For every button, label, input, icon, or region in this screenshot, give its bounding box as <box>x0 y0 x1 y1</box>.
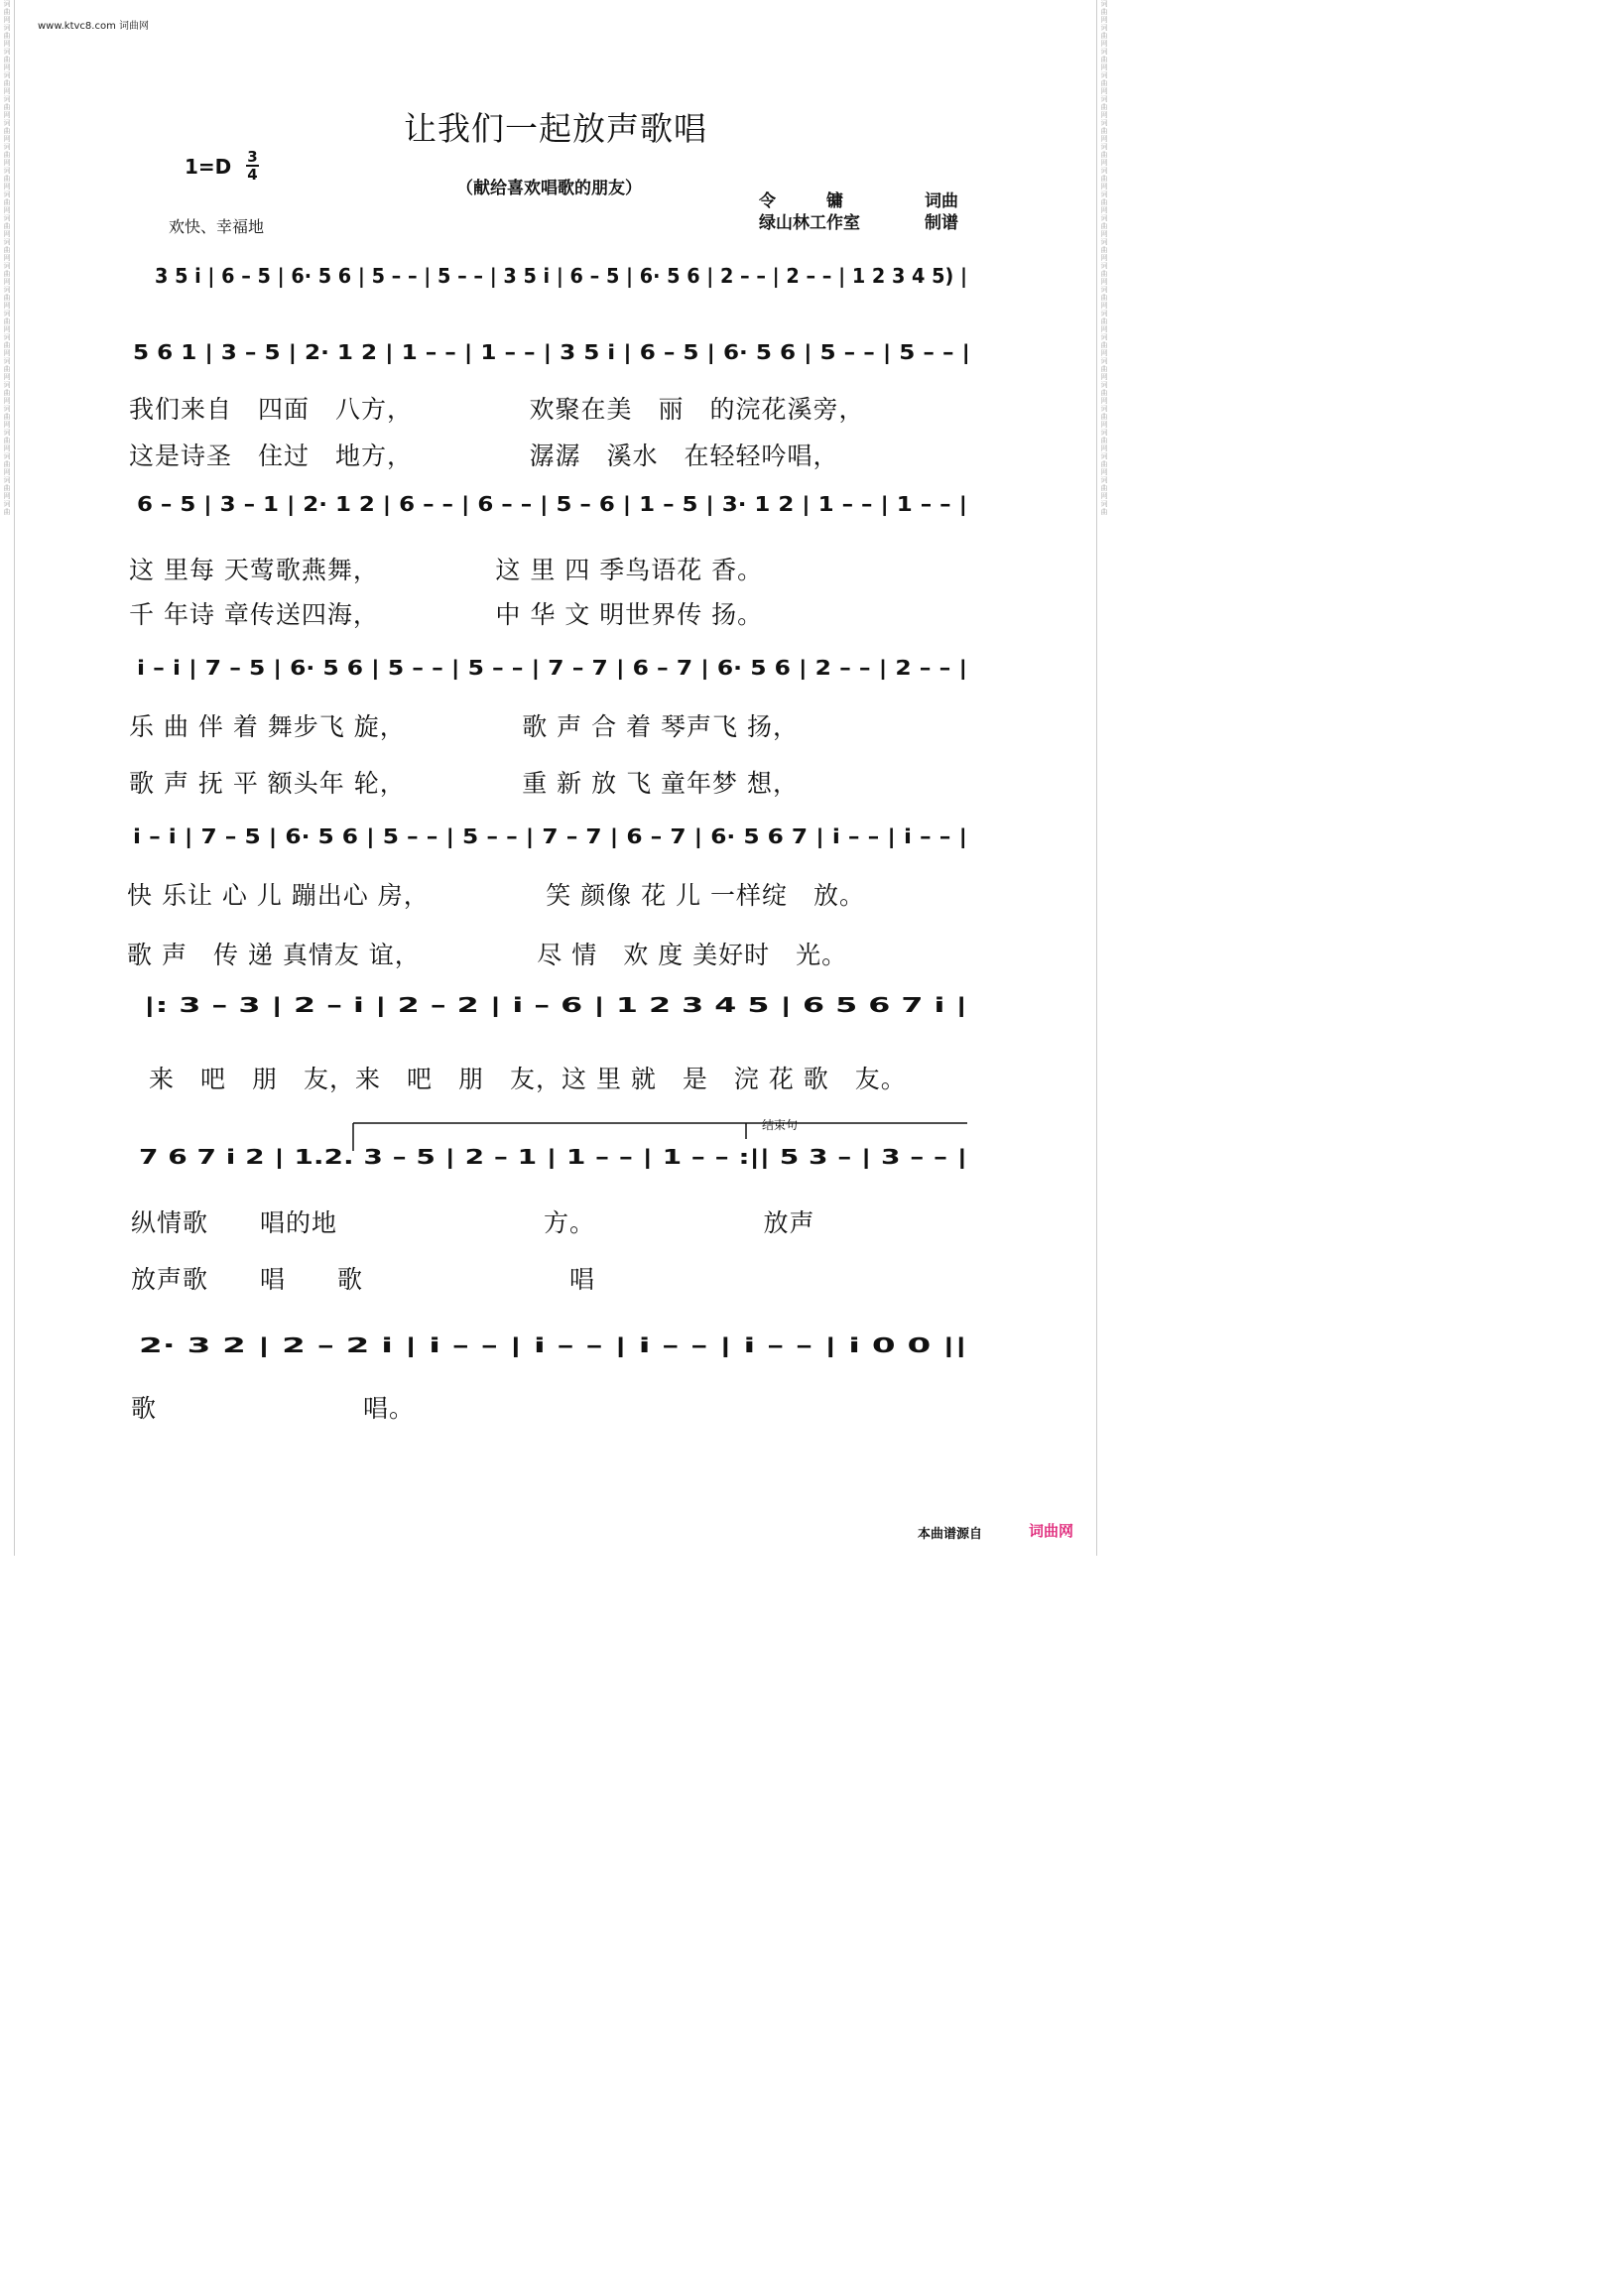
transcriber-name: 绿山林工作室 <box>759 213 860 233</box>
lyric-line-4b: 歌 声 传 递 真情友 谊， 尽 情 欢 度 美好时 光。 <box>127 941 848 969</box>
lyric-line-6a: 纵情歌 唱的地 方。 放声 <box>131 1208 815 1237</box>
footer-logo: 词曲网 <box>1028 1522 1073 1540</box>
song-subtitle: （献给喜欢唱歌的朋友） <box>456 179 642 198</box>
footer-source: 本曲谱源自 <box>917 1527 982 1542</box>
transcriber-role: 制谱 <box>925 213 958 233</box>
notation-line-1: 3 5 i | 6 – 5 | 6· 5 6 | 5 – – | 5 – – | 3 5 i | 6 – 5 | 6· 5 6 | 2 – – | 2 – – | 1 2 3 4 5) | <box>155 264 967 288</box>
notation-line-2: 5 6 1 | 3 – 5 | 2· 1 2 | 1 – – | 1 – – | 3 5 i | 6 – 5 | 6· 5 6 | 5 – – | 5 – – | <box>133 340 970 364</box>
lyric-line-1a: 我们来自 四面 八方， 欢聚在美 丽 的浣花溪旁， <box>129 395 865 424</box>
lyric-line-6b: 放声歌 唱 歌 唱 <box>131 1265 596 1294</box>
lyric-line-5a: 来 吧 朋 友，来 吧 朋 友，这 里 就 是 浣 花 歌 友。 <box>149 1065 907 1093</box>
notation-line-5: i – i | 7 – 5 | 6· 5 6 | 5 – – | 5 – – | 7 – 7 | 6 – 7 | 6· 5 6 7 | i – – | i – – | <box>133 824 968 848</box>
site-url: www.ktvc8.com 词曲网 <box>38 21 150 32</box>
lyric-line-1b: 这是诗圣 住过 地方， 潺潺 溪水 在轻轻吟唱， <box>129 442 839 470</box>
volta-label: 结束句 <box>762 1118 799 1132</box>
notation-line-7: 7 6 7 i 2 | 1.2. 3 – 5 | 2 – 1 | 1 – – | 1 – – :|| 5 3 – | 3 – – | <box>139 1145 967 1169</box>
lyric-line-2a: 这 里每 天莺歌燕舞， 这 里 四 季鸟语花 香。 <box>129 556 764 584</box>
notation-line-4: i – i | 7 – 5 | 6· 5 6 | 5 – – | 5 – – | 7 – 7 | 6 – 7 | 6· 5 6 | 2 – – | 2 – – | <box>137 656 967 680</box>
notation-line-6: |: 3 – 3 | 2 – i | 2 – 2 | i – 6 | 1 2 3 4 5 | 6 5 6 7 i | <box>144 993 967 1017</box>
meter-bottom: 4 <box>247 166 258 184</box>
notation-line-3: 6 – 5 | 3 – 1 | 2· 1 2 | 6 – – | 6 – – | 5 – 6 | 1 – 5 | 3· 1 2 | 1 – – | 1 – – | <box>137 492 967 516</box>
lyric-line-3b: 歌 声 抚 平 额头年 轮， 重 新 放 飞 童年梦 想， <box>129 769 799 798</box>
lyric-line-3a: 乐 曲 伴 着 舞步飞 旋， 歌 声 合 着 琴声飞 扬， <box>129 712 799 741</box>
meter-top: 3 <box>247 148 258 166</box>
lyricist-composer-name: 令 镛 <box>759 191 843 211</box>
notation-line-8: 2· 3 2 | 2 – 2 i | i – – | i – – | i – – | i – – | i 0 0 || <box>139 1333 967 1357</box>
lyricist-composer-role: 词曲 <box>925 191 958 211</box>
lyric-line-2b: 千 年诗 章传送四海， 中 华 文 明世界传 扬。 <box>129 600 764 629</box>
left-watermark-strip: 词 曲 网 词 曲 网 词 曲 网 词 曲 网 词 曲 网 词 曲 网 词 曲 网 词 曲 网 词 曲 网 词 曲 网 词 曲 网 词 曲 网 词 曲 网 词 曲 网 词 曲 网 词 曲 网 词 曲 网 词 曲 网 词 曲 网 词 曲 网 词 曲 网 词 曲 <box>0 0 15 1556</box>
right-watermark-strip: 词 曲 网 词 曲 网 词 曲 网 词 曲 网 词 曲 网 词 曲 网 词 曲 网 词 曲 网 词 曲 网 词 曲 网 词 曲 网 词 曲 网 词 曲 网 词 曲 网 词 曲 网 词 曲 网 词 曲 网 词 曲 网 词 曲 网 词 曲 网 词 曲 网 词 曲 <box>1096 0 1111 1556</box>
song-title: 让我们一起放声歌唱 <box>404 109 707 148</box>
lyric-line-4a: 快 乐让 心 儿 蹦出心 房， 笑 颜像 花 儿 一样绽 放。 <box>127 881 866 910</box>
tempo-marking: 欢快、幸福地 <box>169 217 265 236</box>
key-signature: 1=D <box>185 155 232 179</box>
lyric-line-7a: 歌 唱。 <box>131 1394 416 1423</box>
